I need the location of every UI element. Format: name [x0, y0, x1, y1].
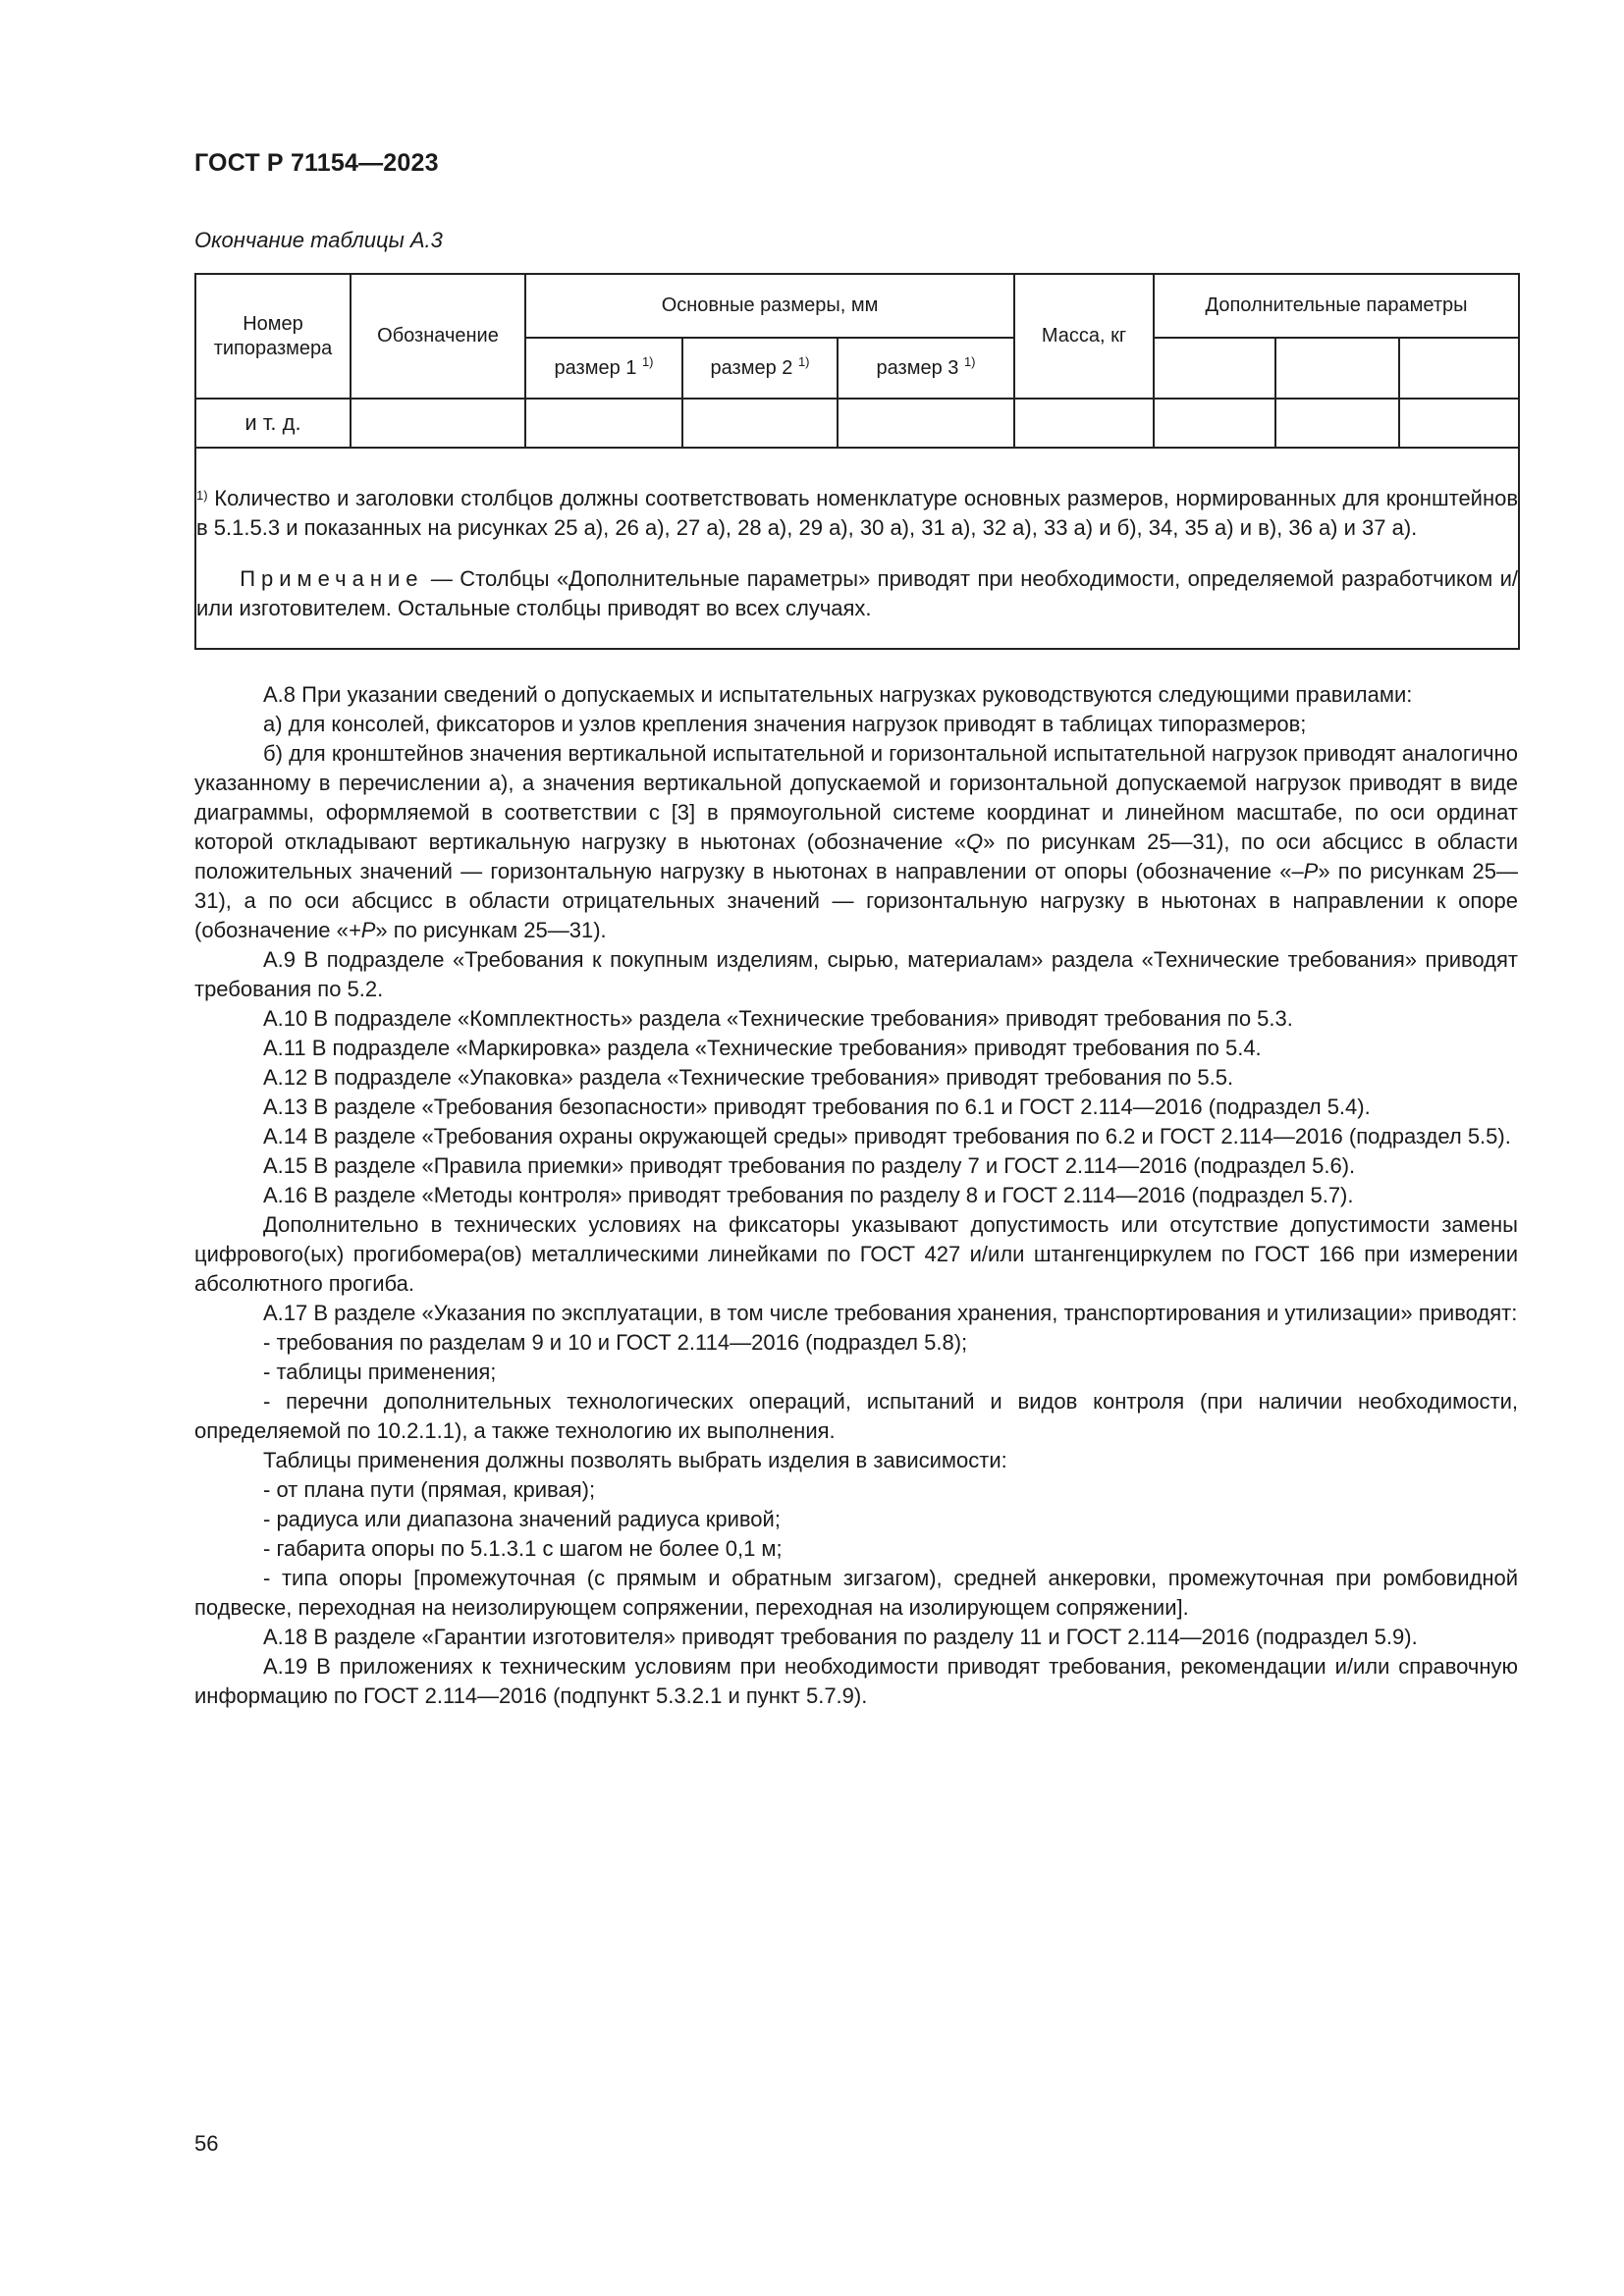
paragraph-a16-extra: Дополнительно в технических условиях на фиксаторы указывают допустимость или отсутствие допустимости замены цифрового(ых) прогибомера(ов) металлическими линейками по ГОСТ 427 и/или штангенциркулем по ГОСТ 166 при измерении абсолютного прогиба. [194, 1212, 1518, 1296]
table-caption: Окончание таблицы А.3 [194, 228, 443, 252]
list-item: - типа опоры [промежуточная (с прямым и обратным зигзагом), средней анкеровки, промежуточная при ромбовидной подвеске, переходная на неизолирующем сопряжении, переходная на изолирующем сопряжении]. [194, 1566, 1518, 1620]
header-cell-additional-2 [1275, 338, 1399, 399]
header-cell-designation: Обозначение [351, 274, 525, 399]
table-cell [525, 399, 682, 448]
list-item: - радиуса или диапазона значений радиуса кривой; [263, 1507, 781, 1531]
list-item: - от плана пути (прямая, кривая); [263, 1477, 596, 1502]
list-item: а) для консолей, фиксаторов и узлов крепления значения нагрузок приводят в таблицах типоразмеров; [263, 712, 1307, 736]
table-cell [1399, 399, 1519, 448]
header-cell-additional-1 [1154, 338, 1275, 399]
header-cell-mass: Масса, кг [1014, 274, 1154, 399]
paragraph-a18: А.18 В разделе «Гарантии изготовителя» приводят требования по разделу 11 и ГОСТ 2.114—2016 (подраздел 5.9). [263, 1625, 1418, 1649]
table-cell [1014, 399, 1154, 448]
paragraph-a14: А.14 В разделе «Требования охраны окружающей среды» приводят требования по 6.2 и ГОСТ 2.114—2016 (подраздел 5.5). [263, 1124, 1511, 1148]
footnote-ref: 1) [641, 353, 654, 369]
list-item: - таблицы применения; [263, 1360, 497, 1384]
table-cell [1275, 399, 1399, 448]
paragraph-a10: А.10 В подразделе «Комплектность» раздела «Технические требования» приводят требования по 5.3. [263, 1006, 1293, 1031]
footnote-mark: 1) [196, 487, 208, 503]
paragraph-tables-intro: Таблицы применения должны позволять выбрать изделия в зависимости: [263, 1448, 1007, 1472]
paragraph-a17: А.17 В разделе «Указания по эксплуатации, в том числе требования хранения, транспортирования и утилизации» приводят: [263, 1301, 1518, 1325]
table-cell [351, 399, 525, 448]
footnote-ref: 1) [797, 353, 810, 369]
header-cell-main-sizes: Основные размеры, мм [525, 274, 1014, 338]
header-cell-additional: Дополнительные параметры [1154, 274, 1519, 338]
table-notes-cell [195, 448, 1519, 649]
list-item: - требования по разделам 9 и 10 и ГОСТ 2.114—2016 (подраздел 5.8); [263, 1330, 968, 1355]
table-footnote: $^{1)}$ Количество и заголовки столбцов должны соответствовать номенклатуре основных размеров, нормированных для кронштейнов в 5.1.5.3 и показанных на рисунках 25 а), 26 а), 27 а), 28 а), 29 а), 30 а), 31 а), 32 а), 33 а) и б), 34, 35 а) и в), 36 а) и 37 а). [196, 485, 1519, 540]
header-cell-additional-3 [1399, 338, 1519, 399]
body-text [194, 680, 1518, 1711]
table-a3-end [194, 273, 1518, 650]
paragraph-a9: А.9 В подразделе «Требования к покупным изделиям, сырью, материалам» раздела «Технические требования» приводят требования по 5.2. [194, 947, 1518, 1001]
paragraph-a8: А.8 При указании сведений о допускаемых и испытательных нагрузках руководствуются следующими правилами: [263, 682, 1413, 707]
paragraph-a11: А.11 В подразделе «Маркировка» раздела «Технические требования» приводят требования по 5.4. [263, 1036, 1262, 1060]
header-cell-size-2: размер 2 $^{1)}$ [682, 338, 838, 399]
table-cell [682, 399, 838, 448]
table-cell [1154, 399, 1275, 448]
document-code-header: ГОСТ Р 71154—2023 [194, 149, 439, 177]
parameters-table [194, 273, 1520, 650]
table-row-etc-label: и т. д. [195, 399, 351, 448]
list-item: - габарита опоры по 5.1.3.1 с шагом не более 0,1 м; [263, 1536, 783, 1561]
list-item: - перечни дополнительных технологических операций, испытаний и видов контроля (при наличии необходимости, определяемой по 10.2.1.1), а также технологию их выполнения. [194, 1389, 1518, 1443]
header-cell-size-3: размер 3 $^{1)}$ [838, 338, 1014, 399]
header-cell-number: Номер типоразмера [195, 274, 351, 399]
paragraph-a16: А.16 В разделе «Методы контроля» приводят требования по разделу 8 и ГОСТ 2.114—2016 (подраздел 5.7). [263, 1183, 1354, 1207]
list-item: б) для кронштейнов значения вертикальной испытательной и горизонтальной испытательной нагрузок приводят аналогично указанному в перечислении а), а значения вертикальной допускаемой и горизонтальной допускаемой нагрузок приводят в виде диаграммы, оформляемой в соответствии с [3] в прямоугольной системе координат и линейном масштабе, по оси ординат которой откладывают вертикальную нагрузку в ньютонах (обозначение «Q» по рисункам 25—31), по оси абсцисс в области положительных значений — горизонтальную нагрузку в ньютонах в направлении от опоры (обозначение «–P» по рисункам 25—31), а по оси абсцисс в области отрицательных значений — горизонтальную нагрузку в ньютонах в направлении к опоре (обозначение «+P» по рисункам 25—31). [194, 741, 1518, 942]
footnote-ref: 1) [963, 353, 976, 369]
paragraph-a19: А.19 В приложениях к техническим условиям при необходимости приводят требования, рекомендации и/или справочную информацию по ГОСТ 2.114—2016 (подпункт 5.3.2.1 и пункт 5.7.9). [194, 1654, 1518, 1708]
paragraph-a13: А.13 В разделе «Требования безопасности» приводят требования по 6.1 и ГОСТ 2.114—2016 (подраздел 5.4). [263, 1095, 1371, 1119]
note-label: Примечание [240, 565, 424, 591]
paragraph-a15: А.15 В разделе «Правила приемки» приводят требования по разделу 7 и ГОСТ 2.114—2016 (подраздел 5.6). [263, 1153, 1356, 1178]
paragraph-a12: А.12 В подразделе «Упаковка» раздела «Технические требования» приводят требования по 5.5. [263, 1065, 1234, 1090]
page-number: 56 [194, 2131, 219, 2156]
header-cell-size-1: размер 1 $^{1)}$ [525, 338, 682, 399]
table-cell [838, 399, 1014, 448]
table-note: Примечание — Столбцы «Дополнительные параметры» приводят при необходимости, определяемой разработчиком и/или изготовителем. Остальные столбцы приводят во всех случаях. [196, 565, 1519, 620]
